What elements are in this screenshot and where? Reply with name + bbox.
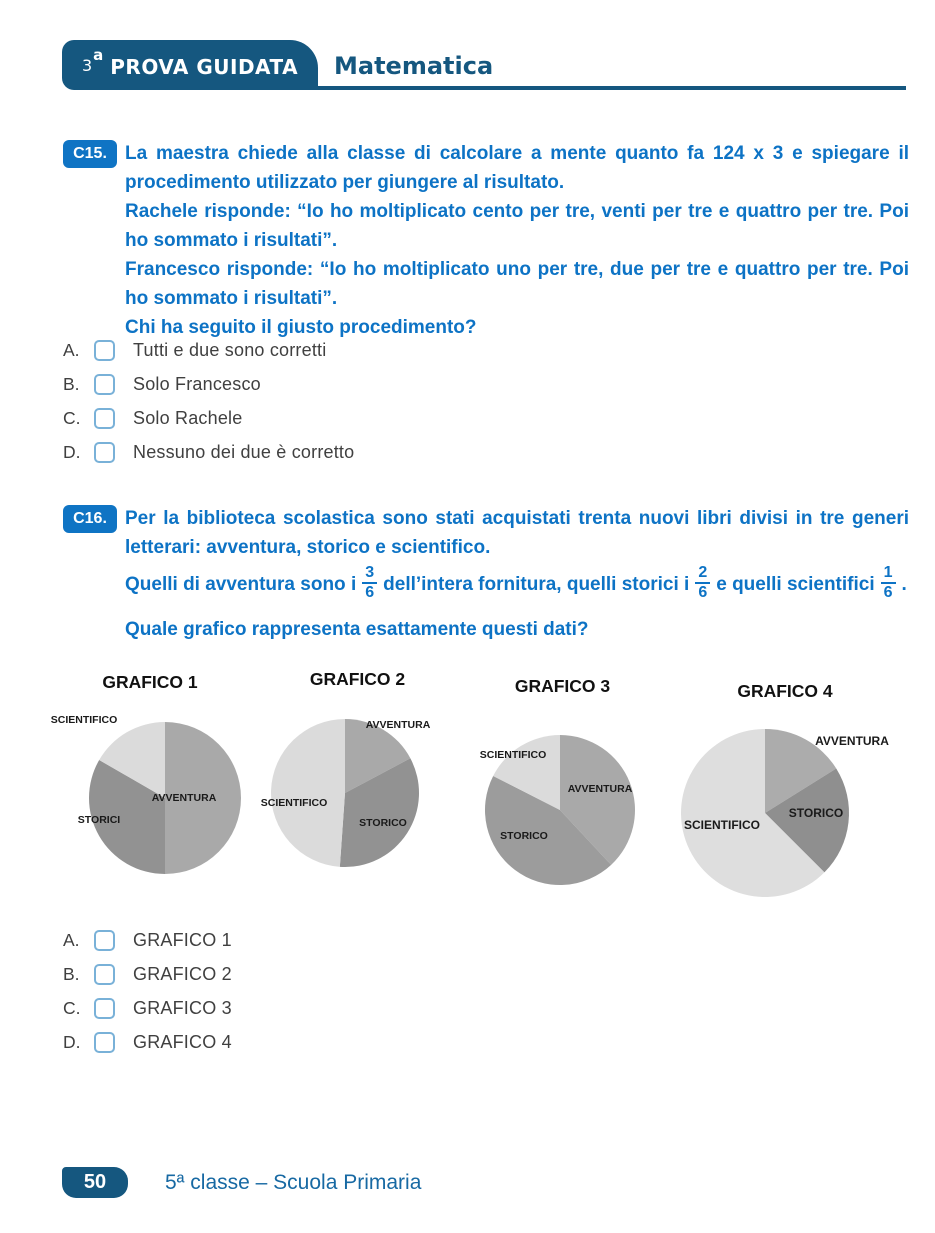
option-label: GRAFICO 4: [133, 1032, 232, 1052]
charts-row: [45, 666, 905, 911]
option-checkbox[interactable]: [94, 374, 115, 395]
header-badge: [62, 40, 318, 90]
option-c15-row-c: [63, 408, 354, 429]
option-letter: A.: [63, 930, 80, 950]
pie-slice-label: STORICO: [788, 806, 844, 820]
footer-text: 5ª classe – Scuola Primaria: [165, 1171, 422, 1194]
option-label: GRAFICO 3: [133, 998, 232, 1018]
fraction-numerator: 2: [698, 563, 708, 581]
question-c16-fraction-line: [125, 562, 909, 652]
question-c15-paragraph: Chi ha seguito il giusto procedimento?: [125, 317, 477, 338]
question-c15-text: [125, 139, 909, 342]
fraction-denominator: 6: [881, 582, 896, 602]
header-subject: Matematica: [334, 52, 494, 80]
pie-svg: [45, 666, 255, 911]
chart-title: GRAFICO 1: [102, 672, 198, 692]
header-badge-label: PROVA GUIDATA: [110, 55, 299, 79]
header-badge-superscript: a: [93, 45, 104, 64]
option-c16-row-d: [63, 1032, 232, 1053]
question-text-segment: . Quale grafico rappresenta esattamente questi dati?: [125, 574, 907, 640]
option-label: Solo Francesco: [133, 374, 261, 394]
option-c16-row-c: [63, 998, 232, 1019]
option-c15-row-b: [63, 374, 354, 395]
question-c15-paragraph: Francesco risponde: “Io ho moltiplicato uno per tre, due per tre e quattro per tre. Poi ho sommato i risultati”.: [125, 259, 909, 309]
pie-svg: [665, 666, 905, 911]
option-c15-row-a: [63, 340, 354, 361]
pie-slice-label: STORICO: [359, 817, 407, 829]
pie-slice-label: AVVENTURA: [151, 792, 217, 804]
header-badge-number: 3a: [81, 45, 104, 75]
fraction: [695, 564, 710, 603]
pie-svg: [460, 666, 665, 911]
question-c16-text: [125, 504, 909, 652]
question-text-segment: Quelli di avventura sono i: [125, 574, 357, 595]
pie-svg: [255, 666, 460, 911]
option-c16-row-a: [63, 930, 232, 951]
option-c16-row-b: [63, 964, 232, 985]
option-label: GRAFICO 1: [133, 930, 232, 950]
pie-chart-3: [460, 666, 665, 911]
pie-chart-1: [45, 666, 255, 911]
page-number-badge: 50: [62, 1167, 128, 1198]
question-c15-paragraph: Rachele risponde: “Io ho moltiplicato cento per tre, venti per tre e quattro per tre. Poi ho sommato i risultati”.: [125, 201, 909, 251]
option-letter: B.: [63, 374, 80, 394]
pie-slice-label: SCIENTIFICO: [260, 797, 328, 809]
option-label: Nessuno dei due è corretto: [133, 442, 355, 462]
option-checkbox[interactable]: [94, 442, 115, 463]
options-c16: [63, 930, 232, 1066]
option-checkbox[interactable]: [94, 1032, 115, 1053]
option-checkbox[interactable]: [94, 964, 115, 985]
fraction-numerator: 3: [365, 563, 375, 581]
option-label: GRAFICO 2: [133, 964, 232, 984]
question-text-segment: dell’intera fornitura, quelli storici i: [383, 574, 690, 595]
pie-slice-label: STORICO: [500, 830, 548, 842]
pie-slice-scientifico: [271, 719, 345, 867]
option-letter: C.: [63, 998, 81, 1018]
pie-slice-label: SCIENTIFICO: [50, 714, 118, 726]
option-letter: D.: [63, 442, 81, 462]
question-c15-badge: C15.: [63, 140, 117, 168]
fraction-numerator: 1: [883, 563, 893, 581]
question-c16-paragraph: Per la biblioteca scolastica sono stati acquistati trenta nuovi libri divisi in tre generi letterari: avventura, storico e scientifico.: [125, 508, 909, 558]
option-letter: C.: [63, 408, 81, 428]
options-c15: [63, 340, 354, 476]
question-text-segment: e quelli scientifici: [716, 574, 875, 595]
option-c15-row-d: [63, 442, 354, 463]
option-letter: D.: [63, 1032, 81, 1052]
pie-slice-label: AVVENTURA: [815, 734, 889, 748]
fraction-denominator: 6: [695, 582, 710, 602]
option-checkbox[interactable]: [94, 930, 115, 951]
chart-title: GRAFICO 4: [737, 681, 833, 701]
option-checkbox[interactable]: [94, 998, 115, 1019]
pie-slice-label: AVVENTURA: [365, 719, 431, 731]
pie-slice-label: SCIENTIFICO: [683, 818, 761, 832]
pie-chart-2: [255, 666, 460, 911]
fraction: [362, 564, 377, 603]
question-c15-paragraph: La maestra chiede alla classe di calcolare a mente quanto fa 124 x 3 e spiegare il procedimento utilizzato per giungere al risultato.: [125, 143, 909, 193]
fraction: [881, 564, 896, 603]
pie-slice-label: AVVENTURA: [567, 783, 633, 795]
option-label: Tutti e due sono corretti: [133, 340, 327, 360]
pie-chart-4: [665, 666, 905, 911]
option-checkbox[interactable]: [94, 408, 115, 429]
fraction-denominator: 6: [362, 582, 377, 602]
header-rule: [318, 86, 906, 90]
chart-title: GRAFICO 2: [309, 669, 406, 689]
pie-slice-label: SCIENTIFICO: [479, 749, 547, 761]
chart-title: GRAFICO 3: [514, 676, 611, 696]
option-letter: B.: [63, 964, 80, 984]
option-checkbox[interactable]: [94, 340, 115, 361]
option-label: Solo Rachele: [133, 408, 243, 428]
pie-slice-label: STORICI: [77, 814, 121, 826]
option-letter: A.: [63, 340, 80, 360]
question-c16-badge: C16.: [63, 505, 117, 533]
